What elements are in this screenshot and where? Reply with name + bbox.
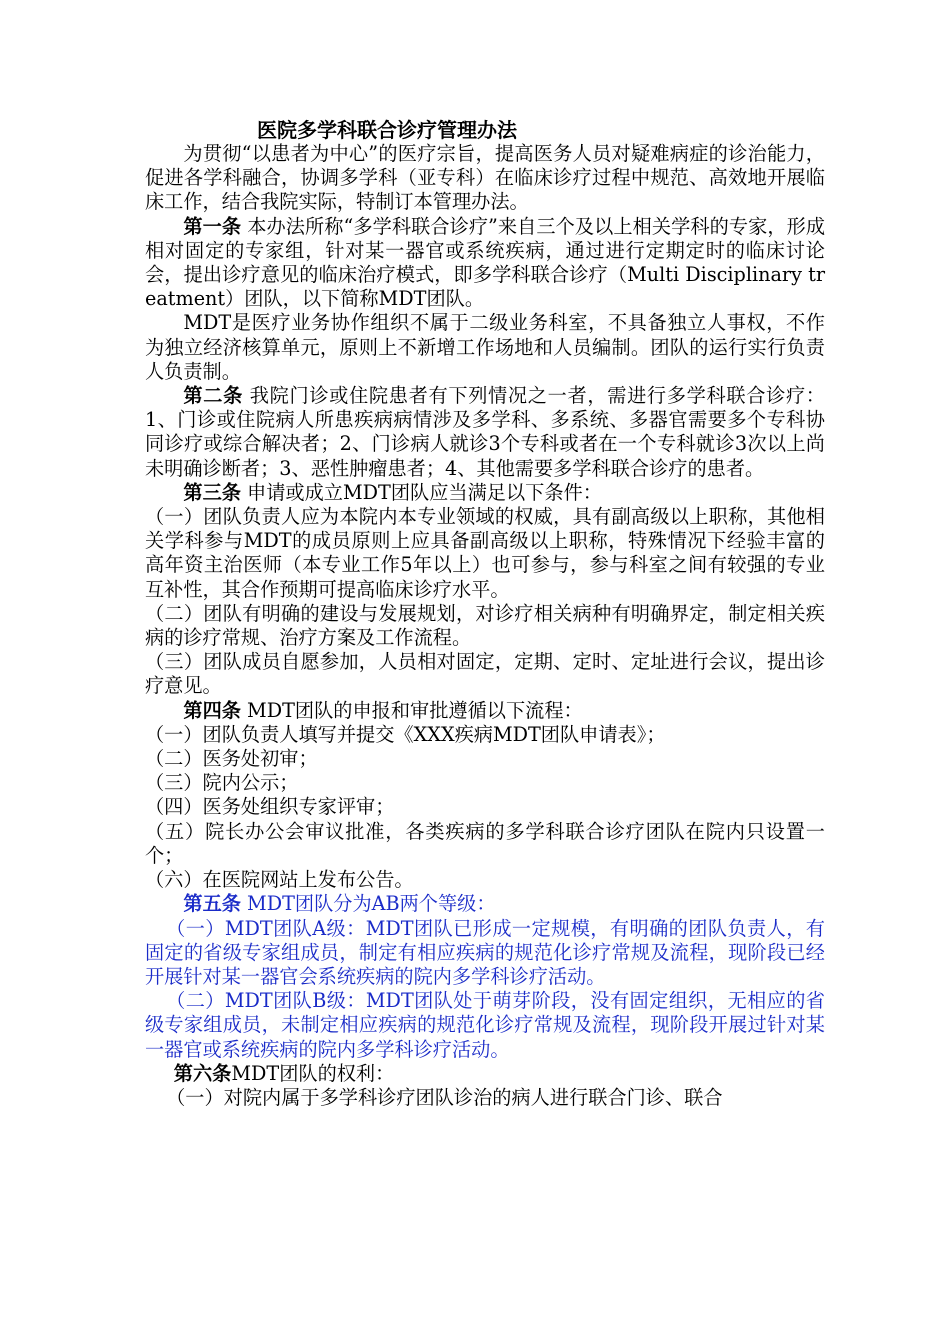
article-6 bbox=[145, 1062, 825, 1086]
article-3-text: 申请或成立MDT团队应当满足以下条件： bbox=[240, 480, 602, 504]
article-3 bbox=[145, 481, 825, 505]
article-5 bbox=[145, 892, 825, 916]
article-4-item-1: （一）团队负责人填写并提交《XXX疾病MDT团队申请表》； bbox=[145, 722, 666, 746]
article-2-label: 第二条 bbox=[183, 384, 243, 408]
article-4-item-6: （六）在医院网站上发布公告。 bbox=[145, 868, 414, 892]
article-4 bbox=[145, 699, 825, 723]
article-6-text: MDT团队的权利： bbox=[231, 1061, 395, 1085]
article-3-item-1: （一）团队负责人应为本院内本专业领域的权威，具有副高级以上职称，其他相关学科参与MDT的成员原则上应具备副高级以上职称，特殊情况下经验丰富的高年资主治医师（本专业工作5年以上）也可参与，参与科室之间有较强的专业互补性，其合作预期可提高临床诊疗水平。 bbox=[145, 505, 825, 601]
article-1-paragraph-2: MDT是医疗业务协作组织不属于二级业务科室，不具备独立人事权，不作为独立经济核算单元，原则上不新增工作场地和人员编制。团队的运行实行负责人负责制。 bbox=[145, 311, 825, 383]
document-title: 医院多学科联合诊疗管理办法 bbox=[257, 118, 517, 142]
article-4-item-3: （三）院内公示； bbox=[145, 771, 299, 795]
article-4-text: MDT团队的申报和审批遵循以下流程： bbox=[240, 698, 583, 722]
article-5-label: 第五条 bbox=[183, 892, 241, 916]
article-2-text: 我院门诊或住院患者有下列情况之一者，需进行多学科联合诊疗：1、门诊或住院病人所患疾病病情涉及多学科、多系统、多器官需要多个专科协同诊疗或综合解决者；2、门诊病人就诊3个专科或者在一个专科就诊3次以上尚未明确诊断者；3、恶性肿瘤患者；4、其他需要多学科联合诊疗的患者。 bbox=[145, 384, 825, 480]
article-1-text: 本办法所称“多学科联合诊疗”来自三个及以上相关学科的专家，形成相对固定的专家组，针对某一器官或系统疾病，通过进行定期定时的临床讨论会，提出诊疗意见的临床治疗模式，即多学科联合诊疗（Multi Disciplinary treatment）团队，以下简称MDT团队。 bbox=[145, 214, 826, 311]
document-page bbox=[145, 118, 825, 1110]
article-3-item-2: （二）团队有明确的建设与发展规划，对诊疗相关病种有明确界定，制定相关疾病的诊疗常规、治疗方案及工作流程。 bbox=[145, 601, 825, 650]
article-5-item-1: （一）MDT团队A级：MDT团队已形成一定规模，有明确的团队负责人，有固定的省级专家组成员，制定有相应疾病的规范化诊疗常规及流程，现阶段已经开展针对某一器官会系统疾病的院内多学科诊疗活动。 bbox=[145, 916, 825, 988]
article-1-label: 第一条 bbox=[183, 214, 242, 238]
article-4-item-5: （五）院长办公会审议批准，各类疾病的多学科联合诊疗团队在院内只设置一个； bbox=[145, 819, 825, 867]
article-3-item-3: （三）团队成员自愿参加，人员相对固定，定期、定时、定址进行会议，提出诊疗意见。 bbox=[145, 650, 825, 698]
article-2 bbox=[145, 384, 825, 481]
intro-paragraph: 为贯彻“以患者为中心”的医疗宗旨，提高医务人员对疑难病症的诊治能力，促进各学科融合，协调多学科（亚专科）在临床诊疗过程中规范、高效地开展临床工作，结合我院实际，特制订本管理办法。 bbox=[145, 142, 825, 214]
article-5-item-2: （二）MDT团队B级：MDT团队处于萌芽阶段，没有固定组织，无相应的省级专家组成员，未制定相应疾病的规范化诊疗常规及流程，现阶段开展过针对某一器官或系统疾病的院内多学科诊疗活动。 bbox=[145, 989, 825, 1061]
article-6-item-1: （一）对院内属于多学科诊疗团队诊治的病人进行联合门诊、联合 bbox=[166, 1085, 723, 1109]
article-5-text: MDT团队分为AB两个等级： bbox=[240, 892, 496, 916]
article-4-label: 第四条 bbox=[183, 698, 241, 722]
article-1 bbox=[145, 215, 825, 312]
article-3-label: 第三条 bbox=[183, 480, 241, 504]
article-4-item-4: （四）医务处组织专家评审； bbox=[145, 795, 395, 819]
article-6-label: 第六条 bbox=[173, 1061, 232, 1085]
article-4-item-2: （二）医务处初审； bbox=[145, 747, 318, 771]
